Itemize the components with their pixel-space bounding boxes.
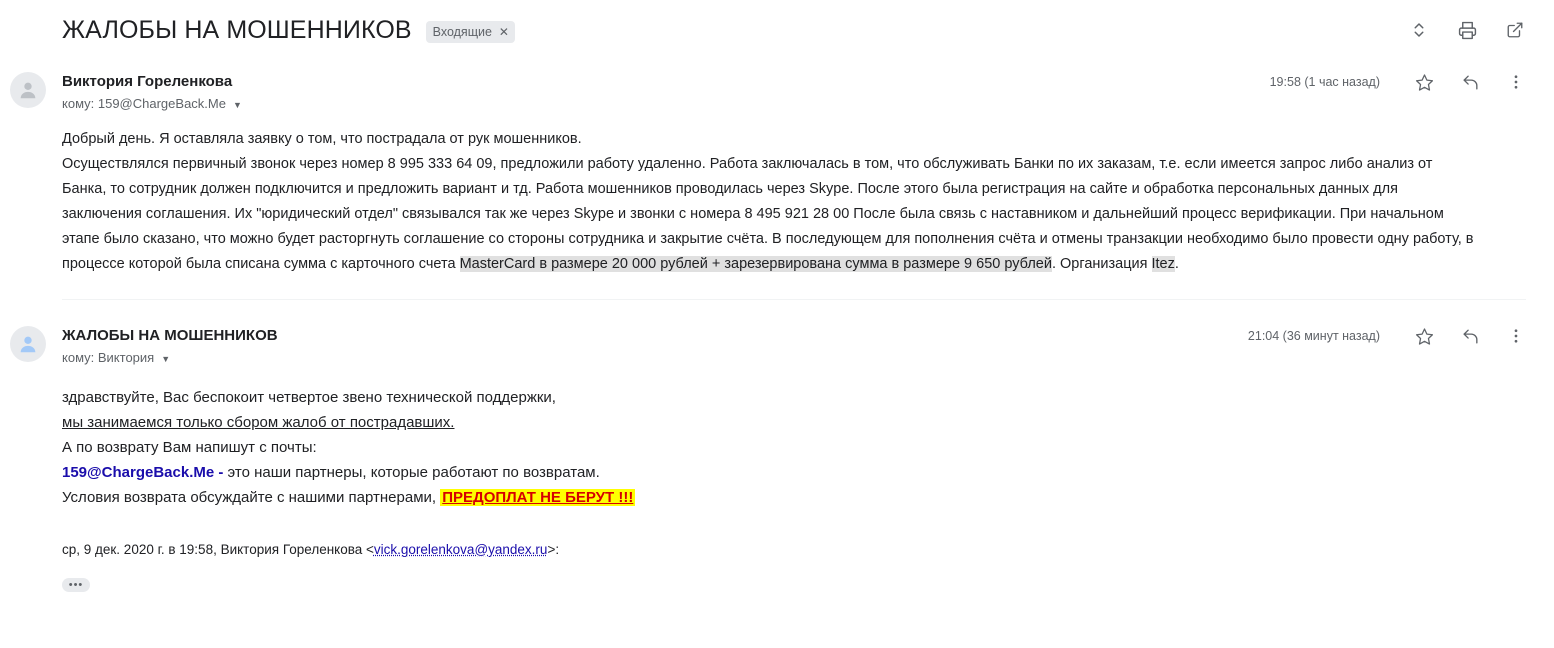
message-1-body [62,113,1526,277]
label-chip-inbox[interactable] [426,21,515,43]
page-title: ЖАЛОБЫ НА МОШЕННИКОВ [62,16,412,44]
body-line-4-rest: это наши партнеры, которые работают по возвратам. [227,464,600,481]
remove-label-icon[interactable]: ✕ [498,25,509,39]
more-options-icon[interactable] [1506,326,1526,346]
body-line-5 [62,485,1476,510]
highlighted-warning: ПРЕДОПЛАТ НЕ БЕРУТ !!! [442,489,634,506]
quoted-sender-email-link[interactable]: vick.gorelenkova@yandex.ru [373,542,548,557]
recipient-line[interactable] [62,95,242,113]
star-icon[interactable] [1414,72,1434,92]
partner-email-link[interactable]: 159@ChargeBack.Me [62,464,215,481]
recipient-text: кому: 159@ChargeBack.Me [62,96,226,111]
highlighted-text-org: Itez [1151,256,1175,272]
message-1-header [62,56,1526,113]
message-2-header [62,306,1526,367]
quote-prefix: ср, 9 дек. 2020 г. в 19:58, Виктория Гореленкова < [62,542,374,557]
body-line-2: мы занимаемся только сбором жалоб от пострадавших. [62,414,455,431]
message-1 [0,56,1554,300]
body-text-b: . Организация [1051,256,1152,272]
message-timestamp: 19:58 (1 час назад) [1269,75,1380,89]
reply-icon[interactable] [1460,72,1480,92]
sender-name: Виктория Гореленкова [62,73,233,90]
chevron-down-icon[interactable]: ▼ [161,353,171,364]
body-line-5-text: Условия возврата обсуждайте с нашими партнерами, [62,489,441,506]
sender-name: ЖАЛОБЫ НА МОШЕННИКОВ [62,327,278,344]
body-line-3: А по возврату Вам напишут с почты: [62,439,317,456]
chevron-down-icon[interactable]: ▼ [232,99,242,110]
show-trimmed-content-button[interactable]: ••• [62,578,90,592]
sender-block [62,72,242,113]
message-2 [0,306,1554,596]
avatar [10,72,46,108]
recipient-text: кому: Виктория [62,350,155,365]
message-2-actions [1248,326,1526,346]
divider [62,299,1526,300]
message-timestamp: 21:04 (36 минут назад) [1247,329,1380,343]
message-2-body [62,367,1526,596]
highlighted-text-amounts: MasterCard в размере 20 000 рублей + зарезервирована сумма в размере 9 650 рублей [459,256,1052,272]
avatar [10,326,46,362]
expand-collapse-icon[interactable] [1408,19,1430,41]
message-1-actions [1270,72,1526,92]
recipient-line[interactable] [62,349,278,367]
body-line-1: здравствуйте, Вас беспокоит четвертое звено технической поддержки, [62,389,556,406]
body-paragraph [62,152,1476,277]
thread-header [0,0,1554,56]
body-text-a: Осуществлялся первичный звонок через номер 8 995 333 64 09, предложили работу удаленно. Работа заключалась в том, что обслуживать Банки по их заказам, т.е. если имеется запрос либо анализ от Банка, то сотрудник должен подключится и предложить вариант и тд. Работа мошенников проводилась через Skype. После этого была регистрация на сайте и обработка персональных данных для заключения соглашения. Их "юридический отдел" связывался так же через Skype и звонки с номера 8 495 921 28 00 После была связь с наставником и дальнейший процесс верификации. При начальном этапе было сказано, что можно будет расторгнуть соглашение со стороны сотрудника и закрытие счёта. В последующем для пополнения счёта и отмены транзакции необходимо было провести одну работу, в процессе которой была списана сумма с карточного счета [62,156,1474,272]
body-paragraph: Добрый день. Я оставляла заявку о том, что пострадала от рук мошенников. [62,131,582,147]
label-chip-text: Входящие [432,25,492,39]
quoted-header [62,540,1476,560]
star-icon[interactable] [1414,326,1434,346]
sender-block [62,326,278,367]
open-in-new-window-icon[interactable] [1504,19,1526,41]
quote-suffix: >: [547,542,560,557]
body-line-4 [62,460,1476,485]
body-text-c: . [1174,256,1179,272]
print-icon[interactable] [1456,19,1478,41]
dash-separator: - [214,464,228,481]
reply-icon[interactable] [1460,326,1480,346]
thread-header-actions [1408,19,1526,41]
more-options-icon[interactable] [1506,72,1526,92]
